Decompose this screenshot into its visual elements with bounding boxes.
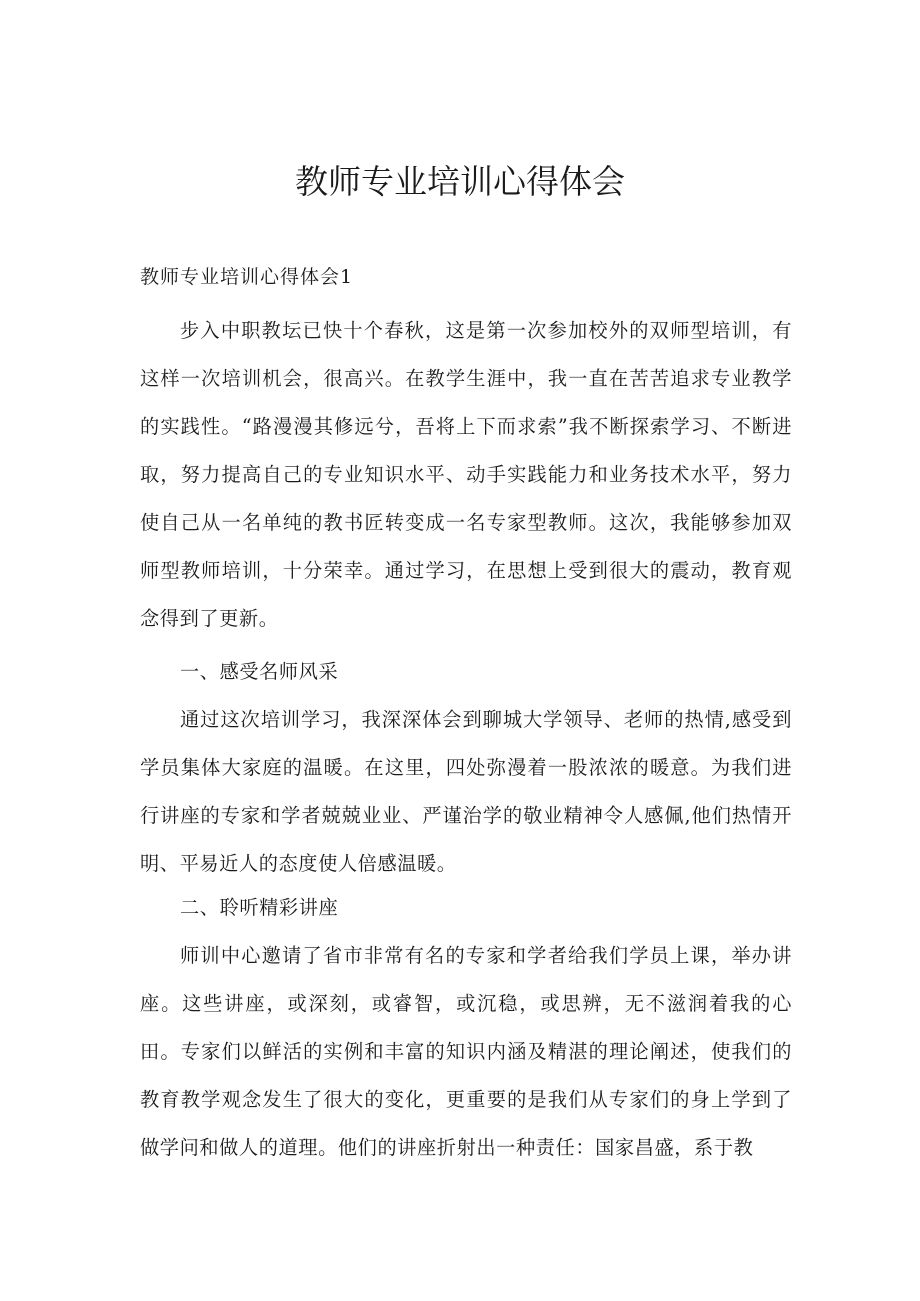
paragraph-section-2: 师训中心邀请了省市非常有名的专家和学者给我们学员上课，举办讲座。这些讲座，或深刻，或睿智，或沉稳，或思辨，无不滋润着我的心田。专家们以鲜活的实例和丰富的知识内涵及精湛的理论阐述，使我们的教育教学观念发生了很大的变化，更重要的是我们从专家们的身上学到了做学问和做人的道理。他们的讲座折射出一种责任：国家昌盛，系于教 <box>140 944 792 1159</box>
paragraph-section-1: 通过这次培训学习，我深深体会到聊城大学领导、老师的热情,感受到学员集体大家庭的温暖。在这里，四处弥漫着一股浓浓的暖意。为我们进行讲座的专家和学者兢兢业业、严谨治学的敬业精神令人感佩,他们热情开明、平易近人的态度使人倍感温暖。 <box>140 708 792 875</box>
section-heading-2: 二、聆听精彩讲座 <box>180 896 339 919</box>
section-heading-1: 一、感受名师风采 <box>180 660 339 683</box>
document-title: 教师专业培训心得体会 <box>295 162 625 201</box>
document-subtitle: 教师专业培训心得体会1 <box>140 266 354 288</box>
paragraph-intro: 步入中职教坛已快十个春秋，这是第一次参加校外的双师型培训，有这样一次培训机会，很高兴。在教学生涯中，我一直在苦苦追求专业教学的实践性。“路漫漫其修远兮，吾将上下而求索”我不断探索学习、不断进取，努力提高自己的专业知识水平、动手实践能力和业务技术水平，努力使自己从一名单纯的教书匠转变成一名专家型教师。这次，我能够参加双师型教师培训，十分荣幸。通过学习，在思想上受到很大的震动，教育观念得到了更新。 <box>140 319 792 630</box>
